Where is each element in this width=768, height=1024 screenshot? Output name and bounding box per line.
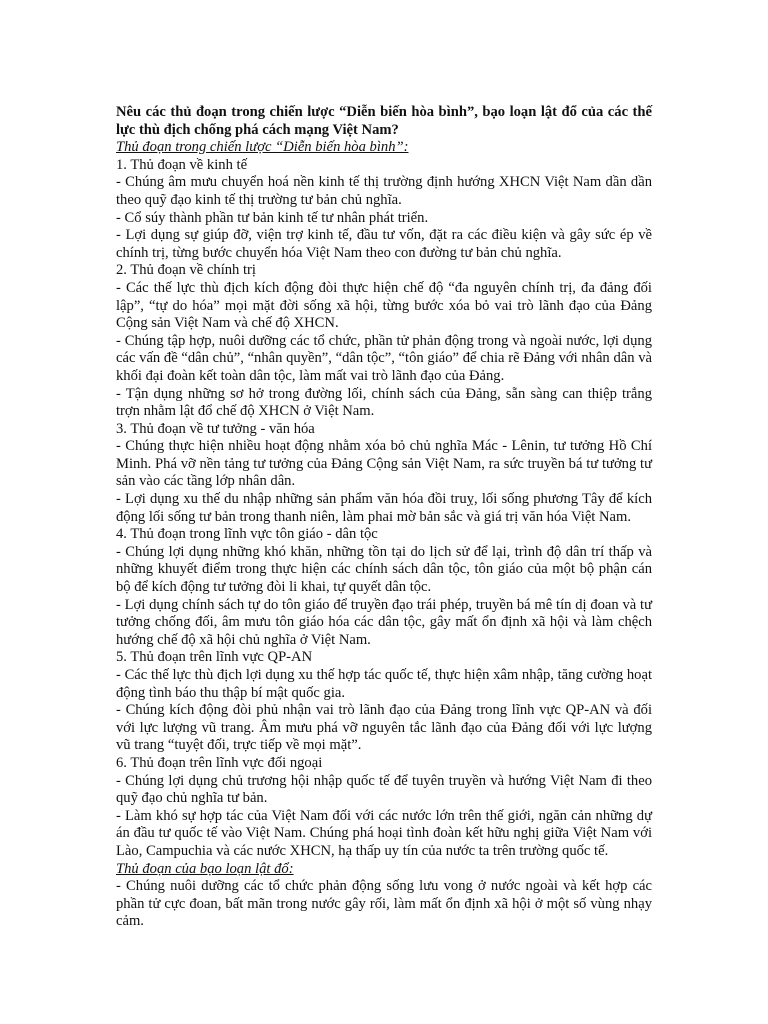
document-page [116,104,652,931]
document-title: Nêu các thủ đoạn trong chiến lược “Diễn biến hòa bình”, bạo loạn lật đổ của các thế lực thù địch chống phá cách mạng Việt Nam? [116,104,652,138]
heading-kinh-te: 1. Thủ đoạn về kinh tế [116,156,248,173]
heading-chinh-tri: 2. Thủ đoạn về chính trị [116,262,256,279]
paragraph: - Chúng nuôi dưỡng các tổ chức phản động sống lưu vong ở nước ngoài và kết hợp các phần tử cực đoan, bất mãn trong nước gây rối, làm mất ổn định xã hội ở một số vùng nhạy cảm. [116,878,652,930]
paragraph: - Các thế lực thù địch kích động đòi thực hiện chế độ “đa nguyên chính trị, đa đảng đối lập”, “tự do hóa” mọi mặt đời sống xã hội, từng bước xóa bỏ vai trò lãnh đạo của Đảng Cộng sản Việt Nam và chế độ XHCN. [116,279,652,332]
paragraph: - Lợi dụng chính sách tự do tôn giáo để truyền đạo trái phép, truyền bá mê tín dị đoan và tư tưởng chống đối, âm mưu tôn giáo hóa các dân tộc, gây mất ổn định xã hội và làm chệch hướng chế độ xã hội chủ nghĩa ở Việt Nam. [116,596,652,648]
heading-doi-ngoai: 6. Thủ đoạn trên lĩnh vực đối ngoại [116,754,323,771]
paragraph: - Chúng âm mưu chuyển hoá nền kinh tế thị trường định hướng XHCN Việt Nam dần dần theo quỹ đạo kinh tế thị trường tư bản chủ nghĩa. [116,174,652,208]
paragraph: - Lợi dụng sự giúp đỡ, viện trợ kinh tế, đầu tư vốn, đặt ra các điều kiện và gây sức ép về chính trị, từng bước chuyển hóa Việt Nam theo con đường tư bản chủ nghĩa. [116,227,652,261]
section-title-dien-bien-hoa-binh: Thủ đoạn trong chiến lược “Diễn biến hòa bình”: [116,139,409,156]
paragraph: - Tận dụng những sơ hở trong đường lối, chính sách của Đảng, sẵn sàng can thiệp trắng trợn nhằm lật đổ chế độ XHCN ở Việt Nam. [116,385,652,420]
paragraph: - Chúng lợi dụng những khó khăn, những tồn tại do lịch sử để lại, trình độ dân trí thấp và những khuyết điểm trong thực hiện các chính sách dân tộc, tôn giáo của một bộ phận cán bộ để kích động tư tưởng đòi li khai, tự quyết dân tộc. [116,543,652,596]
paragraph: - Chúng lợi dụng chủ trương hội nhập quốc tế để tuyên truyền và hướng Việt Nam đi theo quỹ đạo chủ nghĩa tư bản. [116,772,652,807]
heading-qp-an: 5. Thủ đoạn trên lĩnh vực QP-AN [116,649,313,666]
heading-ton-giao-dan-toc: 4. Thủ đoạn trong lĩnh vực tôn giáo - dân tộc [116,526,378,543]
heading-tu-tuong-van-hoa: 3. Thủ đoạn về tư tưởng - văn hóa [116,420,315,437]
paragraph: - Chúng kích động đòi phủ nhận vai trò lãnh đạo của Đảng trong lĩnh vực QP-AN và đối với lực lượng vũ trang. Âm mưu phá vỡ nguyên tắc lãnh đạo của Đảng đối với lực lượng vũ trang “tuyệt đối, trực tiếp về mọi mặt”. [116,702,652,754]
section-title-bao-loan-lat-do: Thủ đoạn của bạo loạn lật đổ: [116,860,294,877]
paragraph: - Làm khó sự hợp tác của Việt Nam đối với các nước lớn trên thế giới, ngăn cản những dự án đầu tư quốc tế vào Việt Nam. Chúng phá hoại tình đoàn kết hữu nghị giữa Việt Nam với Lào, Campuchia và các nước XHCN, hạ thấp uy tín của nước ta trên trường quốc tế. [116,807,652,859]
paragraph: - Chúng thực hiện nhiều hoạt động nhằm xóa bỏ chủ nghĩa Mác - Lênin, tư tưởng Hồ Chí Minh. Phá vỡ nền tảng tư tưởng của Đảng Cộng sản Việt Nam, ra sức truyền bá tư tưởng tư sản vào các tầng lớp nhân dân. [116,438,652,490]
paragraph: - Cổ súy thành phần tư bản kinh tế tư nhân phát triển. [116,209,429,226]
paragraph: - Các thế lực thù địch lợi dụng xu thế hợp tác quốc tế, thực hiện xâm nhập, tăng cường hoạt động tình báo thu thập bí mật quốc gia. [116,667,652,701]
paragraph: - Chúng tập hợp, nuôi dưỡng các tổ chức, phần tử phản động trong và ngoài nước, lợi dụng các vấn đề “dân chủ”, “nhân quyền”, “dân tộc”, “tôn giáo” để chia rẽ Đảng với nhân dân và khối đại đoàn kết toàn dân tộc, làm mất vai trò lãnh đạo của Đảng. [116,332,652,384]
paragraph: - Lợi dụng xu thế du nhập những sản phẩm văn hóa đồi truỵ, lối sống phương Tây để kích động lối sống tư bản trong thanh niên, làm phai mờ bản sắc và giá trị văn hóa Việt Nam. [116,491,652,525]
